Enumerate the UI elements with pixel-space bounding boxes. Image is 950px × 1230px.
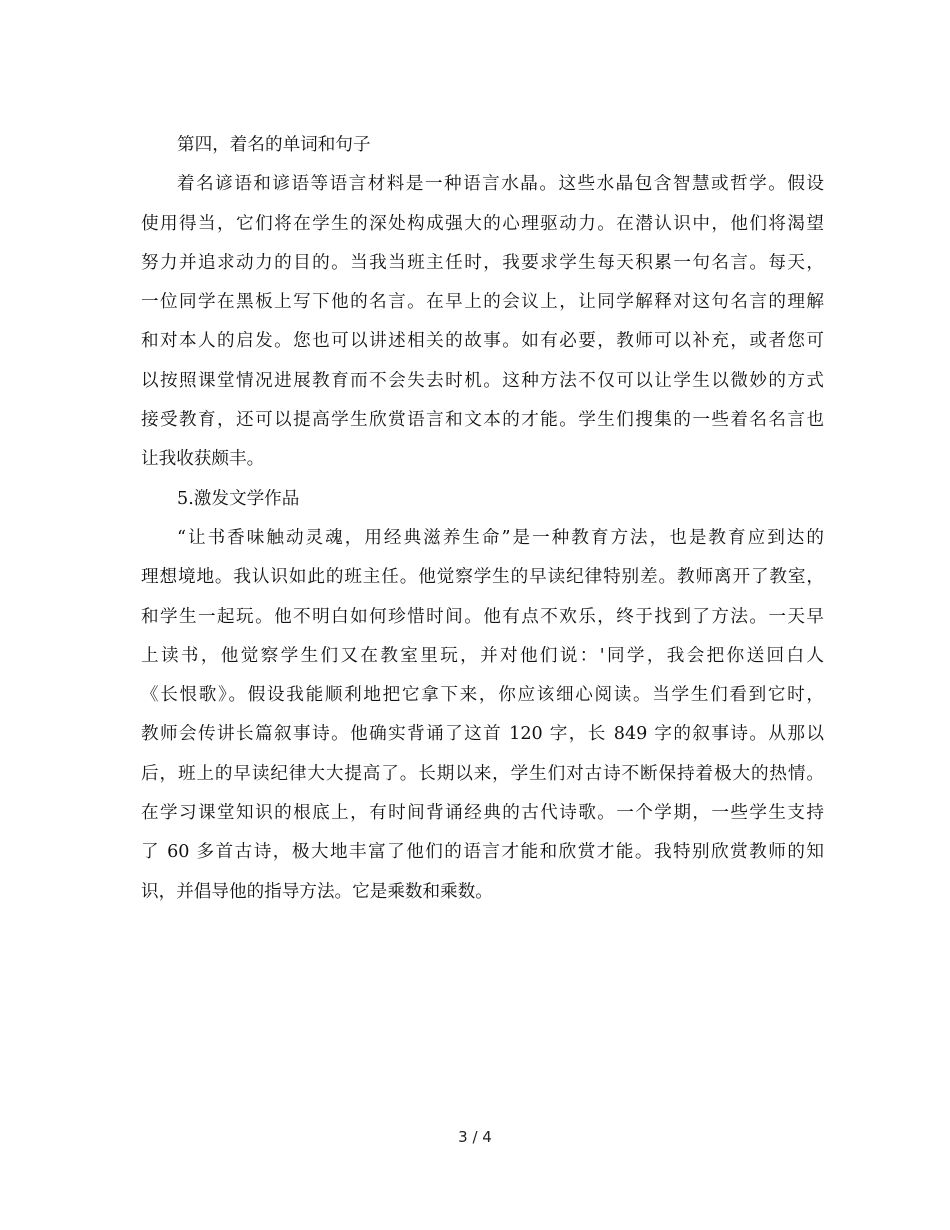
paragraph-line: 教师会传讲长篇叙事诗。他确实背诵了这首 120 字，长 849 字的叙事诗。从那以 [141,724,824,745]
paragraph-line: 一位同学在黑板上写下他的名言。在早上的会议上，让同学解释对这句名言的理解 [141,292,824,313]
paragraph-line: 和学生一起玩。他不明白如何珍惜时间。他有点不欢乐，终于找到了方法。一天早 [141,606,824,627]
paragraph-line: 上读书，他觉察学生们又在教室里玩，并对他们说：'同学，我会把你送回白人 [141,645,824,666]
section-heading-literature: 5.激发文学作品 [177,488,300,509]
paragraph-line: 着名谚语和谚语等语言材料是一种语言水晶。这些水晶包含智慧或哲学。假设 [177,174,824,195]
paragraph-line: 在学习课堂知识的根底上，有时间背诵经典的古代诗歌。一个学期，一些学生支持 [141,803,824,824]
paragraph-line: 后，班上的早读纪律大大提高了。长期以来，学生们对古诗不断保持着极大的热情。 [141,763,824,784]
paragraph-line: 以按照课堂情况进展教育而不会失去时机。这种方法不仅可以让学生以微妙的方式 [141,370,824,391]
paragraph-line: 让我收获颇丰。 [141,449,265,470]
paragraph-line: 《长恨歌》。假设我能顺利地把它拿下来，你应该细心阅读。当学生们看到它时， [141,685,824,706]
page-number: 3 / 4 [458,1128,492,1146]
document-body [141,126,824,912]
paragraph-line: 识，并倡导他的指导方法。它是乘数和乘数。 [141,881,493,902]
paragraph-line: 理想境地。我认识如此的班主任。他觉察学生的早读纪律特别差。教师离开了教室， [141,567,824,588]
paragraph-line: 接受教育，还可以提高学生欣赏语言和文本的才能。学生们搜集的一些着名名言也 [141,410,824,431]
paragraph-line: 使用得当，它们将在学生的深处构成强大的心理驱动力。在潜认识中，他们将渴望 [141,213,824,234]
section-heading-famous-sayings: 第四，着名的单词和句子 [177,135,371,155]
paragraph-line: 和对本人的启发。您也可以讲述相关的故事。如有必要，教师可以补充，或者您可 [141,331,824,352]
paragraph-line: 了 60 多首古诗，极大地丰富了他们的语言才能和欣赏才能。我特别欣赏教师的知 [141,842,824,863]
paragraph-line: “让书香味触动灵魂，用经典滋养生命”是一种教育方法，也是教育应到达的 [177,527,824,548]
paragraph-line: 努力并追求动力的目的。当我当班主任时，我要求学生每天积累一句名言。每天， [141,252,824,273]
